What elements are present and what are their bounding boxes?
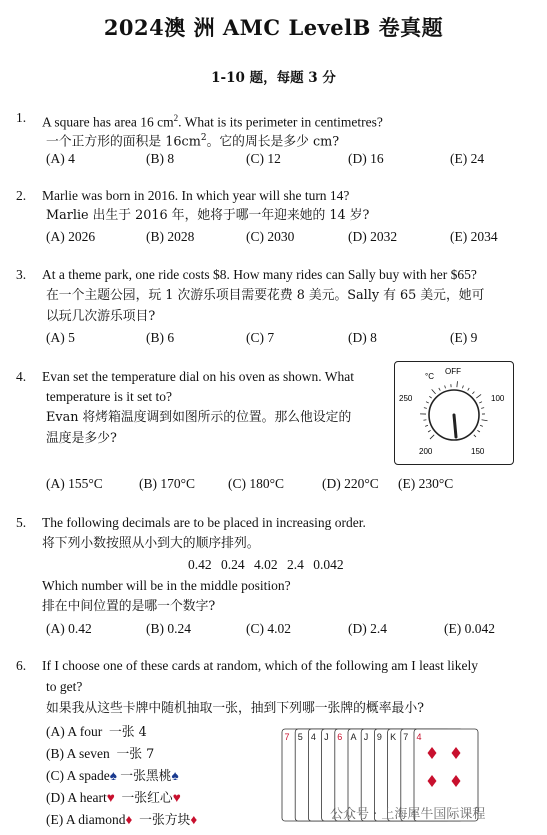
dial-tick <box>425 425 428 426</box>
option-c[interactable]: (C) 180°C <box>228 476 285 491</box>
question-text-en-2: temperature is it set to? <box>46 389 172 404</box>
option-d[interactable]: (D) 220°C <box>322 476 379 491</box>
question-text-cn-2: 温度是多少? <box>46 431 117 446</box>
dial-label-200: 200 <box>419 447 433 456</box>
question-text-cn: 一个正方形的面积是 $16cm^2$。它的周长是多少 cm? <box>46 133 340 150</box>
dial-tick <box>479 402 482 403</box>
question-text-cn: Marlie 出生于 2016 年，她将于哪一年迎来她的 14 岁? <box>46 208 370 223</box>
oven-dial-svg <box>395 362 513 464</box>
dial-tick <box>439 388 440 391</box>
diamond-icon: ♦ <box>125 812 133 827</box>
dial-tick <box>480 425 483 426</box>
question-text-cn: 将下列小数按照从小到大的顺序排列。 <box>42 536 260 551</box>
question-text-en: At a theme park, one ride costs $8. How many rides can Sally buy with her $65? <box>42 267 477 282</box>
option-a[interactable]: (A) 4 <box>46 151 75 166</box>
option-a[interactable]: (A) 0.42 <box>46 621 92 636</box>
answer-options <box>46 619 516 639</box>
option-b[interactable]: (B) A seven 一张 7 <box>46 746 155 762</box>
option-d[interactable]: (D) 2.4 <box>348 621 387 636</box>
question-text-cn-2: 以玩几次游乐项目? <box>46 309 156 324</box>
dial-tick <box>423 420 426 421</box>
option-e[interactable]: (E) 0.042 <box>444 621 495 636</box>
dial-tick <box>474 435 476 437</box>
option-b[interactable]: (B) 8 <box>146 151 175 166</box>
dial-tick <box>462 385 463 388</box>
dial-label-150: 150 <box>471 447 485 456</box>
question-text-en: Marlie was born in 2016. In which year will she turn 14? <box>42 188 350 203</box>
option-e[interactable]: (E) 24 <box>450 151 485 166</box>
question-text-cn: Evan 将烤箱温度调到如图所示的位置。那么他设定的 <box>46 410 352 425</box>
dial-tick <box>429 396 431 398</box>
oven-dial-figure <box>394 361 514 465</box>
question-3 <box>0 265 547 349</box>
option-d[interactable]: (D) 2032 <box>348 229 398 244</box>
question-number: 4. <box>16 369 27 384</box>
dial-label-100: 100 <box>491 394 505 403</box>
question-number: 2. <box>16 188 27 203</box>
card-rank: 9 <box>376 732 382 742</box>
question-5 <box>0 513 547 641</box>
option-e[interactable]: (E) A diamond♦ 一张方块♦ <box>46 812 198 828</box>
heart-icon: ♥ <box>106 790 115 805</box>
dial-tick <box>432 389 436 394</box>
dial-needle <box>454 415 456 437</box>
card-rank: J <box>324 732 329 742</box>
dial-tick <box>445 385 446 388</box>
option-d[interactable]: (D) A heart♥ 一张红心♥ <box>46 790 181 806</box>
question-text-cn-2: 排在中间位置的是哪一个数字? <box>42 599 216 614</box>
question-1 <box>0 108 547 170</box>
question-number: 6. <box>16 658 27 673</box>
question-number: 3. <box>16 267 27 282</box>
card-rank: A <box>350 732 357 742</box>
spade-icon: ♠ <box>171 768 179 783</box>
dial-unit-label: °C <box>425 372 434 381</box>
answer-options <box>46 227 516 247</box>
dial-tick <box>477 430 480 432</box>
decimal-list: 0.42 0.24 4.02 2.4 0.042 <box>188 557 344 572</box>
option-e[interactable]: (E) 9 <box>450 330 478 345</box>
card-rank: 4 <box>310 732 316 742</box>
question-text-en: If I choose one of these cards at random, which of the following am I least likely <box>42 658 478 673</box>
dial-tick <box>430 435 434 439</box>
question-number: 1. <box>16 110 27 125</box>
question-text-en: The following decimals are to be placed in increasing order. <box>42 515 366 530</box>
dial-label-250: 250 <box>399 394 413 403</box>
dial-tick <box>428 430 431 432</box>
card-rank: 7 <box>284 732 290 742</box>
option-e[interactable]: (E) 230°C <box>398 476 454 491</box>
option-a[interactable]: (A) A four 一张 4 <box>46 724 147 740</box>
option-c[interactable]: (C) 7 <box>246 330 275 345</box>
answer-options <box>46 328 516 348</box>
question-text-en-2: Which number will be in the middle position? <box>42 578 291 593</box>
answer-options <box>46 474 516 494</box>
question-text-cn: 如果我从这些卡牌中随机抽取一张，抽到下列哪一张牌的概率最小? <box>46 701 424 716</box>
option-a[interactable]: (A) 5 <box>46 330 75 345</box>
question-number: 5. <box>16 515 27 530</box>
heart-icon: ♥ <box>172 790 181 805</box>
option-c[interactable]: (C) 2030 <box>246 229 295 244</box>
dial-tick <box>476 394 481 398</box>
dial-tick <box>424 408 427 409</box>
answer-options <box>46 149 516 169</box>
dial-off-label: OFF <box>445 367 461 376</box>
option-b[interactable]: (B) 0.24 <box>146 621 191 636</box>
option-c[interactable]: (C) 12 <box>246 151 281 166</box>
question-text-en: A square has area 16 $cm^2$. What is its perimeter in centimetres? <box>42 113 383 130</box>
option-d[interactable]: (D) 16 <box>348 151 384 166</box>
dial-tick <box>472 392 474 394</box>
option-d[interactable]: (D) 8 <box>348 330 377 345</box>
question-text-en-2: to get? <box>46 679 83 694</box>
option-b[interactable]: (B) 170°C <box>139 476 196 491</box>
card-rank: 5 <box>297 732 303 742</box>
card-rank: 7 <box>403 732 409 742</box>
question-2 <box>0 186 547 248</box>
option-e[interactable]: (E) 2034 <box>450 229 498 244</box>
option-c[interactable]: (C) 4.02 <box>246 621 291 636</box>
option-a[interactable]: (A) 155°C <box>46 476 103 491</box>
question-text-cn: 在一个主题公园，玩 1 次游乐项目需要花费 8 美元。Sally 有 65 美元，她可 <box>46 288 485 303</box>
spade-icon: ♠ <box>109 768 117 783</box>
diamond-icon: ♦ <box>190 812 198 827</box>
dial-tick <box>481 408 484 409</box>
section-subtitle: 1-10 题，每题 3 分 <box>211 70 336 86</box>
page-title: 2024澳 洲 AMC LevelB 卷真题 <box>103 15 444 40</box>
card-rank: 4 <box>416 732 422 742</box>
dial-tick <box>468 388 469 391</box>
watermark: 公众号 · 上海犀牛国际课程 <box>330 807 486 822</box>
dial-tick <box>482 420 488 421</box>
dial-tick <box>426 402 429 403</box>
option-b[interactable]: (B) 6 <box>146 330 175 345</box>
option-c[interactable]: (C) A spade♠ 一张黑桃♠ <box>46 768 179 784</box>
question-text-en: Evan set the temperature dial on his oven as shown. What <box>42 369 355 384</box>
card-rank: K <box>390 732 397 742</box>
card-rank: J <box>363 732 369 742</box>
card-rank: 6 <box>337 732 343 742</box>
option-b[interactable]: (B) 2028 <box>146 229 195 244</box>
option-a[interactable]: (A) 2026 <box>46 229 96 244</box>
dial-tick <box>457 381 458 387</box>
